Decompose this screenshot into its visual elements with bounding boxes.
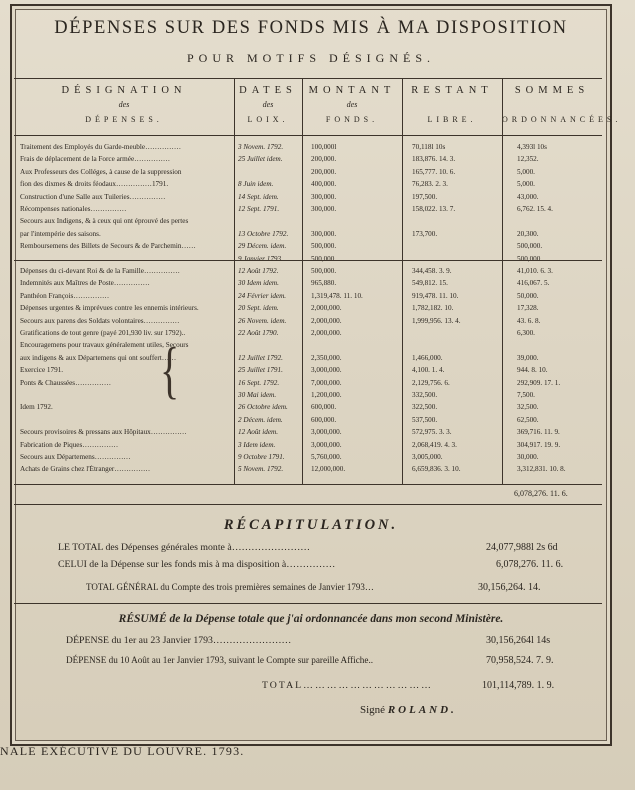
cell-restant: 6,659,836. 3. 10.	[412, 465, 461, 474]
cell-date: 3 Idem idem.	[238, 440, 276, 449]
cell-designation: Construction d'une Salle aux Tuileries……………	[20, 192, 166, 201]
cell-ordonnance: 6,762. 15. 4.	[517, 205, 553, 213]
cell-designation: Récompenses nationales……………	[20, 205, 127, 213]
cell-ordonnance: 416,067. 5.	[517, 279, 550, 288]
cell-date: 14 Sept. idem.	[238, 192, 279, 201]
cell-designation: Secours aux Départemens……………	[20, 453, 131, 461]
cell-date: 9 Janvier 1793.	[238, 254, 283, 263]
table-row	[14, 193, 602, 203]
cell-date: 8 Juin idem.	[238, 180, 274, 189]
cell-ordonnance: 369,716. 11. 9.	[517, 428, 560, 437]
header-designation-bottom: DÉPENSES.	[85, 115, 163, 124]
cell-date: 9 Octobre 1791.	[238, 453, 285, 461]
cell-ordonnance: 30,000.	[517, 453, 539, 461]
header-montant	[302, 78, 402, 136]
cell-date: 29 Décem. idem.	[238, 242, 287, 251]
table-row	[14, 354, 602, 364]
cell-ordonnance: 292,909. 17. 1.	[517, 378, 561, 387]
table-row	[14, 391, 602, 401]
cell-date: 26 Novem. idem.	[238, 316, 287, 325]
cell-date: 12 Août 1792.	[238, 267, 279, 275]
cell-restant: 173,700.	[412, 229, 438, 238]
cell-date: 20 Sept. idem.	[238, 304, 279, 313]
cell-date: 2 Décem. idem.	[238, 415, 283, 424]
cell-montant: 5,760,000.	[311, 453, 342, 461]
cell-montant: 600,000.	[311, 415, 337, 424]
cell-designation: Ponts & Chaussées……………	[20, 378, 112, 387]
table-row	[14, 441, 602, 451]
table-row	[14, 180, 602, 190]
cell-montant: 500,000.	[311, 242, 337, 251]
cell-ordonnance: 62,500.	[517, 415, 539, 424]
cell-ordonnance: 50,000.	[517, 291, 539, 300]
cell-designation: Gratifications de tout genre (payé 201,930 liv. sur 1792)..	[20, 329, 186, 337]
recap-title: RÉCAPITULATION.	[223, 517, 399, 533]
signature-name: ROLAND.	[387, 704, 457, 716]
table-row	[14, 329, 602, 339]
cell-date: 26 Octobre idem.	[238, 403, 288, 412]
cell-montant: 3,000,000.	[311, 440, 342, 449]
cell-montant: 500,000.	[311, 254, 337, 263]
cell-ordonnance: 944. 8. 10.	[517, 366, 548, 375]
cell-designation: Indemnités aux Maîtres de Poste……………	[20, 279, 150, 288]
cell-restant: 1,782,182. 10.	[412, 304, 454, 313]
cell-montant: 12,000,000.	[311, 465, 346, 474]
cell-montant: 2,000,000.	[311, 316, 342, 325]
table-row	[14, 379, 602, 389]
cell-restant: 76,283. 2. 3.	[412, 180, 448, 189]
cell-ordonnance: 41,010. 6. 3.	[517, 267, 553, 275]
page-subtitle: POUR MOTIFS DÉSIGNÉS.	[186, 51, 436, 65]
cell-designation: Secours aux Indigens, & à ceux qui ont éprouvé des pertes	[20, 217, 189, 226]
resume-total-value: 101,114,789. 1. 9.	[482, 680, 555, 691]
cell-date: 13 Octobre 1792.	[238, 229, 289, 238]
cell-restant: 572,975. 3. 3.	[412, 428, 452, 437]
cell-montant: 3,000,000.	[311, 428, 342, 437]
resume-line-1-value: 30,156,264l 14s	[486, 635, 551, 646]
cell-montant: 200,000.	[311, 155, 337, 164]
cell-designation: Exercice 1791.	[20, 366, 64, 375]
header-sommes-bottom: ORDONNANCÉES.	[502, 115, 622, 124]
header-dates-mid: des	[262, 100, 274, 109]
cell-ordonnance: 304,917. 19. 9.	[517, 440, 561, 449]
table-row	[14, 155, 602, 165]
recap-line-2-value: 6,078,276. 11. 6.	[496, 559, 564, 570]
signature	[360, 704, 457, 716]
header-montant-bottom: FONDS.	[325, 115, 379, 124]
table-row	[14, 416, 602, 426]
cell-designation: Encouragemens pour travaux généralement utiles, Secours	[20, 341, 189, 350]
cell-date: 3 Novem. 1792.	[238, 143, 284, 151]
cell-restant: 4,100. 1. 4.	[412, 366, 445, 375]
cell-restant: 3,005,000.	[412, 453, 443, 461]
cell-ordonnance: 4,393l 10s	[517, 143, 547, 151]
header-restant	[402, 78, 502, 136]
cell-designation: Traitement des Employés du Garde-meuble……………	[20, 143, 182, 151]
cell-date: 22 Août 1790.	[238, 329, 279, 337]
table-row	[14, 341, 602, 351]
cell-montant: 200,000.	[311, 167, 337, 176]
header-dates-bottom: LOIX.	[247, 115, 289, 124]
cell-designation: Fabrication de Piques……………	[20, 440, 119, 449]
cell-designation: Remboursemens des Billets de Secours & de Parchemin……	[20, 242, 196, 251]
recap-line-3-value: 30,156,264. 14.	[478, 582, 541, 593]
cell-restant: 165,777. 10. 6.	[412, 167, 456, 176]
cell-montant: 1,200,000.	[311, 391, 342, 399]
cell-restant: 183,876. 14. 3.	[412, 155, 456, 164]
cell-restant: 344,458. 3. 9.	[412, 267, 452, 275]
cell-date: 12 Août idem.	[238, 428, 278, 437]
cell-date: 5 Novem. 1792.	[238, 465, 284, 474]
cell-ordonnance: 20,300.	[517, 229, 539, 238]
table-row	[14, 230, 602, 240]
cell-restant: 322,500.	[412, 403, 438, 412]
cell-date: 30 Mai idem.	[238, 391, 277, 399]
resume-line-2-label: DÉPENSE du 10 Août au 1er Janvier 1793, suivant le Compte sur pareille Affiche..	[66, 655, 374, 665]
cell-designation: Aux Professeurs des Colléges, à cause de la suppression	[20, 167, 182, 176]
cell-designation: Secours provisoires & pressans aux Hôpitaux……………	[20, 428, 187, 437]
resume-line-1-label: DÉPENSE du 1er au 23 Janvier 1793……………………	[66, 635, 292, 646]
cell-montant: 2,000,000.	[311, 329, 342, 337]
cell-montant: 2,350,000.	[311, 353, 342, 362]
table-row	[14, 366, 602, 376]
header-designation-mid: des	[118, 100, 130, 109]
cell-montant: 3,000,000.	[311, 366, 342, 375]
section-divider	[14, 504, 602, 505]
header-dates	[234, 78, 302, 136]
cell-ordonnance: 32,500.	[517, 403, 539, 412]
cell-designation: Frais de déplacement de la Force armée……………	[20, 155, 171, 164]
table-row	[14, 168, 602, 178]
cell-restant: 1,466,000.	[412, 353, 443, 362]
cell-date: 24 Février idem.	[238, 291, 287, 300]
page-title: DÉPENSES SUR DES FONDS MIS À MA DISPOSITION	[54, 18, 568, 38]
cell-montant: 300,000.	[311, 229, 337, 238]
recap-line-2-label: CELUI de la Dépense sur les fonds mis à ma disposition à……………	[58, 559, 336, 570]
table-row	[14, 403, 602, 413]
header-restant-bottom: LIBRE.	[427, 115, 477, 124]
cell-ordonnance: 12,352.	[517, 155, 539, 164]
header-montant-mid: des	[346, 100, 358, 109]
cell-ordonnance: 5,000.	[517, 180, 535, 189]
cell-ordonnance: 500,000.	[517, 254, 543, 263]
table-row	[14, 428, 602, 438]
cell-date: 25 Juillet idem.	[238, 155, 283, 164]
table-row	[14, 304, 602, 314]
section-divider	[14, 484, 602, 485]
cell-restant: 332,500.	[412, 391, 438, 399]
total-ordonnances: 6,078,276. 11. 6.	[514, 489, 568, 498]
table-row	[14, 205, 602, 215]
cell-montant: 300,000.	[311, 205, 337, 213]
cell-restant: 537,500.	[412, 415, 438, 424]
cell-designation: Dépenses du ci-devant Roi & de la Famille……………	[20, 267, 180, 275]
header-restant-top: RESTANT	[411, 85, 493, 96]
header-designation	[14, 78, 234, 136]
cell-designation: fion des dixmes & droits féodaux……………1791.	[20, 180, 169, 189]
cell-montant: 400,000.	[311, 180, 337, 189]
header-montant-top: MONTANT	[308, 85, 396, 96]
cell-date: 30 Idem idem.	[238, 279, 279, 288]
cell-montant: 100,000l	[311, 143, 337, 151]
cell-montant: 600,000.	[311, 403, 337, 412]
cell-restant: 197,500.	[412, 192, 438, 201]
table-row	[14, 217, 602, 227]
header-dates-top: DATES	[239, 85, 297, 96]
table-row	[14, 317, 602, 327]
header-designation-top: DÉSIGNATION	[61, 85, 187, 96]
table-row	[14, 465, 602, 475]
cell-ordonnance: 43. 6. 8.	[517, 316, 541, 325]
cell-date: 12 Sept. 1791.	[238, 205, 280, 213]
table-row	[14, 453, 602, 463]
cell-montant: 7,000,000.	[311, 378, 342, 387]
cell-restant: 919,478. 11. 10.	[412, 291, 459, 300]
recap-line-3-label: TOTAL GÉNÉRAL du Compte des trois premières semaines de Janvier 1793…	[86, 582, 374, 592]
cell-date: 25 Juillet 1791.	[238, 366, 283, 375]
cell-ordonnance: 39,000.	[517, 353, 539, 362]
cell-montant: 2,000,000.	[311, 304, 342, 313]
cell-montant: 1,319,478. 11. 10.	[311, 291, 363, 300]
brace-ponts-chaussees: {	[160, 333, 180, 406]
table-row	[14, 292, 602, 302]
cell-restant: 70,118l 10s	[412, 143, 446, 151]
cell-ordonnance: 3,312,831. 10. 8.	[517, 465, 566, 474]
signature-prefix: Signé	[360, 704, 386, 716]
cell-designation: aux indigens & aux Départemens qui ont souffert……	[20, 353, 177, 362]
cell-montant: 500,000.	[311, 267, 337, 275]
cell-ordonnance: 6,300.	[517, 329, 535, 337]
footer-imprint: NALE EXÉCUTIVE DU LOUVRE. 1793.	[0, 744, 245, 758]
cell-restant: 549,812. 15.	[412, 279, 448, 288]
cell-designation: Dépenses urgentes & imprévues contre les ennemis intérieurs.	[20, 304, 199, 313]
cell-date: 12 Juillet 1792.	[238, 353, 283, 362]
cell-designation: Secours aux parens des Soldats volontaires……………	[20, 316, 180, 325]
table-row	[14, 242, 602, 252]
header-sommes-top: SOMMES	[514, 85, 590, 96]
section-divider	[14, 260, 602, 261]
cell-designation: Achats de Grains chez l'Étranger……………	[20, 465, 151, 474]
recap-line-1-value: 24,077,988l 2s 6d	[486, 542, 558, 553]
cell-ordonnance: 5,000.	[517, 167, 535, 176]
cell-restant: 2,129,756. 6.	[412, 378, 450, 387]
cell-ordonnance: 500,000.	[517, 242, 543, 251]
cell-date: 16 Sept. 1792.	[238, 378, 280, 387]
cell-ordonnance: 43,000.	[517, 192, 539, 201]
cell-designation: par l'intempérie des saisons.	[20, 229, 101, 238]
cell-montant: 300,000.	[311, 192, 337, 201]
section-divider	[14, 603, 602, 604]
header-sommes	[502, 78, 622, 136]
table-row	[14, 267, 602, 277]
cell-restant: 1,999,956. 13. 4.	[412, 316, 461, 325]
cell-restant: 2,068,419. 4. 3.	[412, 440, 457, 449]
resume-title: RÉSUMÉ de la Dépense totale que j'ai ordonnancée dans mon second Ministère.	[118, 613, 504, 625]
cell-designation: Idem 1792.	[20, 403, 53, 412]
resume-line-2-value: 70,958,524. 7. 9.	[486, 655, 554, 666]
cell-ordonnance: 17,328.	[517, 304, 539, 313]
recap-line-1-label: LE TOTAL des Dépenses générales monte à……………………	[58, 542, 311, 553]
cell-restant: 158,022. 13. 7.	[412, 205, 456, 213]
resume-total-label: TOTAL……………………………	[262, 680, 433, 691]
cell-designation: Panthéon François……………	[20, 291, 110, 300]
cell-montant: 965,880.	[311, 279, 337, 288]
table-row	[14, 143, 602, 153]
cell-ordonnance: 7,500.	[517, 391, 535, 399]
table-row	[14, 279, 602, 289]
